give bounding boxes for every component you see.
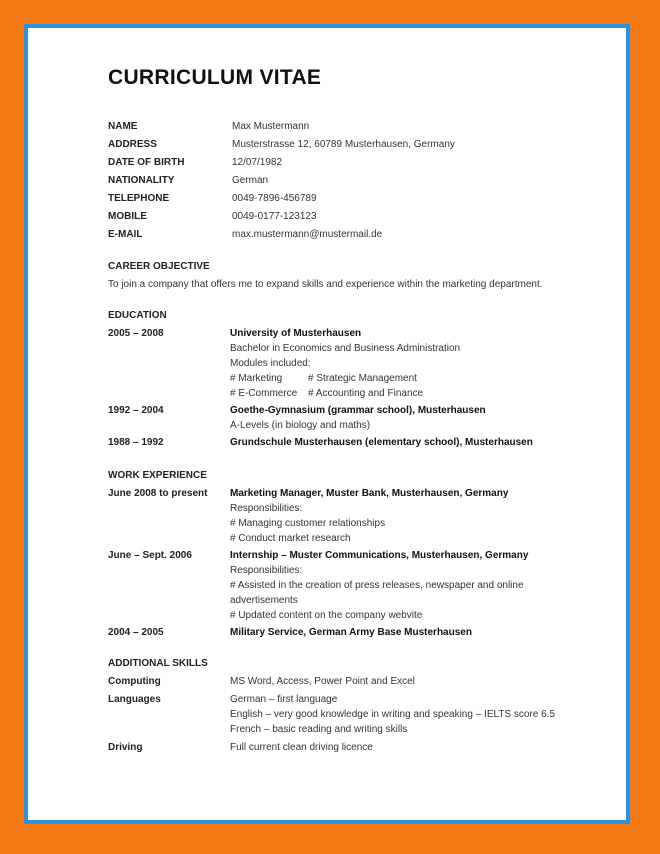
entry-line: # Updated content on the company webvite (230, 610, 423, 621)
entry-line: Bachelor in Economics and Business Administration (230, 343, 461, 354)
skill-line: French – basic reading and writing skills (230, 724, 408, 735)
detail-value: 0049-0177-123123 (232, 211, 317, 222)
module-row (230, 371, 613, 386)
detail-row (108, 208, 613, 226)
page-frame (24, 24, 630, 824)
detail-row (108, 136, 613, 154)
detail-value: Musterstrasse 12, 60789 Musterhausen, Germany (232, 139, 455, 150)
detail-row (108, 172, 613, 190)
entry-date: 2004 – 2005 (108, 627, 164, 638)
module-item: # Accounting and Finance (308, 388, 424, 399)
entry-date: June 2008 to present (108, 488, 208, 499)
detail-label: NATIONALITY (108, 175, 175, 186)
email-value: max.mustermann@mustermail.de (232, 229, 383, 240)
skill-entry (108, 674, 613, 689)
section-heading-skills: ADDITIONAL SKILLS (108, 658, 208, 669)
entry-title: Marketing Manager, Muster Bank, Musterhausen, Germany (230, 488, 509, 499)
section-heading-objective: CAREER OBJECTIVE (108, 261, 210, 272)
work-entry (108, 486, 613, 546)
module-item: # Marketing (230, 373, 283, 384)
section-heading-education: EDUCATION (108, 310, 167, 321)
detail-label: TELEPHONE (108, 193, 170, 204)
detail-value: German (232, 175, 269, 186)
skill-entry (108, 692, 613, 737)
entry-date: 1992 – 2004 (108, 405, 164, 416)
detail-row (108, 226, 613, 244)
work-entry (108, 548, 613, 623)
skill-line: Full current clean driving licence (230, 742, 373, 753)
entry-line: # Conduct market research (230, 533, 351, 544)
module-item: # E-Commerce (230, 388, 298, 399)
cv-document (108, 66, 613, 755)
education-entry (108, 403, 613, 433)
education-entry (108, 435, 613, 450)
work-entry (108, 625, 613, 640)
detail-value: 12/07/1982 (232, 157, 283, 168)
detail-label: MOBILE (108, 211, 147, 222)
entry-date: June – Sept. 2006 (108, 550, 192, 561)
detail-value: Max Mustermann (232, 121, 310, 132)
detail-label: ADDRESS (108, 139, 157, 150)
education-entry (108, 326, 613, 401)
module-item: # Strategic Management (308, 373, 417, 384)
entry-date: 2005 – 2008 (108, 328, 164, 339)
entry-title: Grundschule Musterhausen (elementary school), Musterhausen (230, 437, 533, 448)
entry-title: Military Service, German Army Base Musterhausen (230, 627, 472, 638)
page-title: CURRICULUM VITAE (108, 66, 322, 89)
section-heading-work: WORK EXPERIENCE (108, 470, 207, 481)
skill-label: Languages (108, 694, 161, 705)
detail-row (108, 190, 613, 208)
skill-line: English – very good knowledge in writing and speaking – IELTS score 6.5 (230, 709, 556, 720)
skill-line: MS Word, Access, Power Point and Excel (230, 676, 415, 687)
detail-label: DATE OF BIRTH (108, 157, 185, 168)
entry-line: advertisements (230, 595, 298, 606)
entry-title: University of Musterhausen (230, 328, 362, 339)
entry-line: # Managing customer relationships (230, 518, 386, 529)
entry-date: 1988 – 1992 (108, 437, 164, 448)
skill-label: Driving (108, 742, 143, 753)
skill-line: German – first language (230, 694, 338, 705)
entry-line: A-Levels (in biology and maths) (230, 420, 371, 431)
detail-row (108, 118, 613, 136)
entry-title: Internship – Muster Communications, Musterhausen, Germany (230, 550, 529, 561)
entry-line: # Assisted in the creation of press releases, newspaper and online (230, 580, 524, 591)
module-row (230, 386, 613, 401)
detail-row (108, 154, 613, 172)
entry-line: Modules included: (230, 358, 311, 369)
entry-line: Responsibilities: (230, 565, 303, 576)
detail-label: NAME (108, 121, 138, 132)
detail-value: 0049-7896-456789 (232, 193, 317, 204)
detail-label: E-MAIL (108, 229, 143, 240)
skill-entry (108, 740, 613, 755)
personal-details (108, 118, 613, 244)
skill-label: Computing (108, 676, 161, 687)
entry-title: Goethe-Gymnasium (grammar school), Musterhausen (230, 405, 486, 416)
entry-line: Responsibilities: (230, 503, 303, 514)
objective-text: To join a company that offers me to expand skills and experience within the marketing department. (108, 279, 543, 290)
